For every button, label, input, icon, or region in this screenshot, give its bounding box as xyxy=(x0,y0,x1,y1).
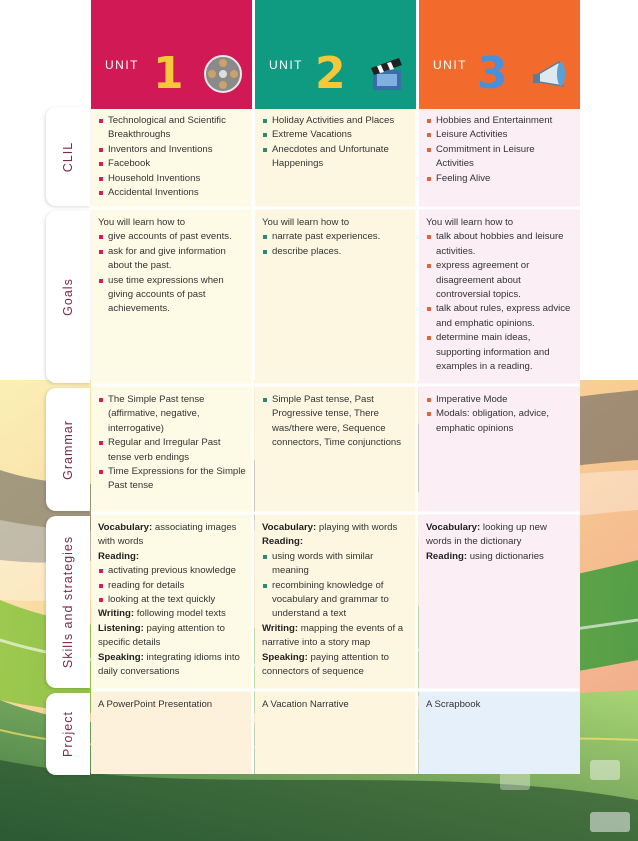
goals-intro: You will learn how to xyxy=(426,217,514,228)
list-item: Inventors and Inventions xyxy=(98,143,246,157)
film-reel-icon xyxy=(203,54,243,94)
speaking-line xyxy=(262,651,410,680)
writing-line xyxy=(262,622,410,651)
writing-text: mapping the events of a narrative into a story map xyxy=(262,622,404,649)
vocabulary-line xyxy=(98,521,246,550)
list-item: activating previous knowledge xyxy=(98,564,246,578)
grammar-unit-1 xyxy=(91,388,252,511)
list-item: Feeling Alive xyxy=(426,172,574,186)
speaking-label: Speaking: xyxy=(262,651,308,663)
unit-1-number: 1 xyxy=(153,48,184,99)
vocabulary-label: Vocabulary: xyxy=(262,522,317,533)
speaking-text: integrating idioms into daily conversations xyxy=(98,651,240,678)
writing-label: Writing: xyxy=(98,608,135,620)
list-item: narrate past experiences. xyxy=(262,230,410,244)
vocabulary-text: associating images with words xyxy=(98,522,237,548)
writing-label: Writing: xyxy=(262,622,299,634)
listening-text: paying attention to specific details xyxy=(98,622,225,649)
list-item: Hobbies and Entertainment xyxy=(426,114,574,128)
vocabulary-text: looking up new words in the dictionary xyxy=(426,522,547,548)
list-item: using words with similar meaning xyxy=(262,550,410,579)
writing-line xyxy=(98,607,246,621)
skills-unit-3 xyxy=(419,516,580,688)
reading-label-text: Reading: xyxy=(98,550,140,562)
list-item: looking at the text quickly xyxy=(98,593,246,607)
unit-1-header xyxy=(91,0,252,109)
list-item: Extreme Vacations xyxy=(262,128,410,142)
list-item: The Simple Past tense (affirmative, negative, interrogative) xyxy=(98,393,246,436)
speaking-text: paying attention to connectors of sequence xyxy=(262,651,389,678)
megaphone-icon xyxy=(529,54,569,94)
reading-label xyxy=(98,550,246,564)
goals-intro: You will learn how to xyxy=(98,217,186,228)
goals-unit-1 xyxy=(91,211,252,383)
row-tab-goals xyxy=(46,211,90,383)
project-title: A Scrapbook xyxy=(426,699,481,710)
project-title: A PowerPoint Presentation xyxy=(98,699,213,710)
grammar-unit-2 xyxy=(255,388,416,511)
clil-unit-1 xyxy=(91,109,252,207)
reading-label-text: Reading: xyxy=(426,550,468,562)
project-unit-1 xyxy=(91,693,252,773)
reading-label xyxy=(262,535,410,549)
unit-1-label: UNIT xyxy=(105,58,139,72)
list-item: Holiday Activities and Places xyxy=(262,114,410,128)
unit-3-number: 3 xyxy=(477,48,508,99)
list-item: Modals: obligation, advice, emphatic opinions xyxy=(426,407,574,436)
list-item: Simple Past tense, Past Progressive tense, There was/there were, Sequence connectors, Time conjunctions xyxy=(262,393,410,451)
list-item: use time expressions when giving accounts of past achievements. xyxy=(98,274,246,317)
list-item: determine main ideas, supporting information and examples in a reading. xyxy=(426,331,574,374)
unit-2-number: 2 xyxy=(315,48,346,99)
speaking-label: Speaking: xyxy=(98,651,144,663)
unit-3-header xyxy=(419,0,580,109)
vocabulary-label: Vocabulary: xyxy=(426,522,481,533)
reading-label-text: Reading: xyxy=(262,536,304,548)
list-item: Technological and Scientific Breakthroughs xyxy=(98,114,246,143)
unit-2-label: UNIT xyxy=(269,58,303,72)
list-item: reading for details xyxy=(98,579,246,593)
list-item: talk about rules, express advice and emphatic opinions. xyxy=(426,302,574,331)
clil-unit-3 xyxy=(419,109,580,207)
reading-text: using dictionaries xyxy=(469,550,544,562)
list-item: express agreement or disagreement about controversial topics. xyxy=(426,259,574,302)
clapperboard-icon xyxy=(367,54,407,94)
unit-3-label: UNIT xyxy=(433,58,467,72)
row-label-project: Project xyxy=(61,711,75,757)
list-item: Regular and Irregular Past tense verb endings xyxy=(98,436,246,465)
list-item: recombining knowledge of vocabulary and grammar to understand a text xyxy=(262,579,410,622)
list-item: Facebook xyxy=(98,157,246,171)
goals-unit-3 xyxy=(419,211,580,383)
project-unit-2 xyxy=(255,693,416,773)
project-title: A Vacation Narrative xyxy=(262,699,349,710)
vocabulary-text: playing with words xyxy=(318,522,398,533)
clil-unit-2 xyxy=(255,109,416,207)
row-label-grammar: Grammar xyxy=(61,419,75,480)
row-tab-clil xyxy=(46,107,90,206)
row-label-goals: Goals xyxy=(61,278,75,316)
row-tab-skills xyxy=(46,516,90,688)
vocabulary-label: Vocabulary: xyxy=(98,522,153,533)
row-tab-grammar xyxy=(46,388,90,511)
list-item: give accounts of past events. xyxy=(98,230,246,244)
goals-intro: You will learn how to xyxy=(262,217,350,228)
list-item: Household Inventions xyxy=(98,172,246,186)
list-item: Leisure Activities xyxy=(426,128,574,142)
skills-unit-1 xyxy=(91,516,252,688)
reading-line xyxy=(426,550,574,564)
goals-unit-2 xyxy=(255,211,416,383)
row-tab-project xyxy=(46,693,90,775)
vocabulary-line xyxy=(426,521,574,550)
row-label-skills: Skills and strategies xyxy=(61,535,75,669)
list-item: talk about hobbies and leisure activities. xyxy=(426,230,574,259)
list-item: ask for and give information about the past. xyxy=(98,245,246,274)
writing-text: following model texts xyxy=(136,608,226,620)
listening-line xyxy=(98,622,246,651)
listening-label: Listening: xyxy=(98,622,144,634)
list-item: Anecdotes and Unfortunate Happenings xyxy=(262,143,410,172)
list-item: describe places. xyxy=(262,245,410,259)
vocabulary-line xyxy=(262,521,410,535)
list-item: Imperative Mode xyxy=(426,393,574,407)
project-unit-3 xyxy=(419,693,580,773)
list-item: Time Expressions for the Simple Past tense xyxy=(98,465,246,494)
skills-unit-2 xyxy=(255,516,416,688)
grammar-unit-3 xyxy=(419,388,580,511)
list-item: Accidental Inventions xyxy=(98,186,246,200)
row-label-clil: CLIL xyxy=(61,141,75,172)
speaking-line xyxy=(98,651,246,680)
unit-2-header xyxy=(255,0,416,109)
list-item: Commitment in Leisure Activities xyxy=(426,143,574,172)
